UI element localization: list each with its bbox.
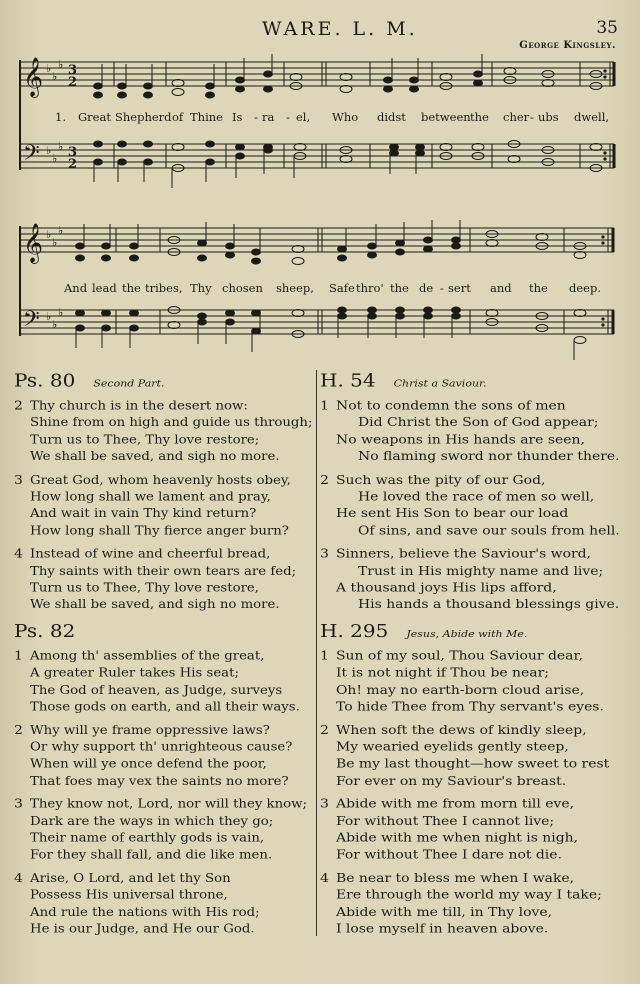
verse-line: No flaming sword nor thunder there.	[358, 449, 620, 464]
bass-clef-icon: 𝄢	[23, 141, 40, 171]
verse	[320, 722, 620, 790]
lyric-syllable: Thy	[190, 281, 212, 295]
hymn-number: Ps. 82	[14, 620, 76, 642]
verse-line: Such was the pity of our God,	[336, 472, 546, 487]
lyric-syllable: ubs	[538, 110, 559, 124]
verse-line: Ere through the world my way I take;	[336, 888, 602, 903]
svg-text:3: 3	[68, 145, 78, 160]
lyric-syllable: Safe	[329, 281, 355, 295]
music-system-1	[0, 50, 640, 210]
verse-line: Sun of my soul, Thou Saviour dear,	[336, 649, 584, 664]
page-header	[0, 16, 640, 42]
lyric-syllable: sheep,	[276, 281, 314, 295]
verse-line: Sinners, believe the Saviour's word,	[336, 546, 591, 561]
lyric-syllable: chosen	[222, 281, 263, 295]
hymn-block	[320, 370, 620, 614]
verse-line: For they shall fall, and die like men.	[30, 848, 273, 863]
verse-line: When will ye once defend the poor,	[30, 757, 267, 772]
hymn-block	[14, 620, 312, 938]
column-divider	[316, 370, 317, 936]
verse-line: Abide with me till, in Thy love,	[336, 905, 553, 920]
verse-line: His hands a thousand blessings give.	[358, 597, 620, 612]
verse-line: And rule the nations with His rod;	[30, 905, 260, 920]
hymn-block	[320, 620, 620, 938]
verse-line: Thy church is in the desert now:	[30, 399, 248, 413]
lyric-syllable: and	[490, 281, 512, 295]
verse-number: 3	[320, 797, 329, 812]
hymn-block	[14, 370, 312, 614]
verse-line: How long shall we lament and pray,	[30, 490, 271, 504]
svg-text:2: 2	[68, 75, 78, 90]
verse-line: He is our Judge, and He our God.	[30, 922, 255, 937]
verse	[14, 648, 312, 716]
lyric-syllable: And	[64, 281, 88, 295]
verse	[320, 648, 620, 716]
verse-line: He sent His Son to bear our load	[336, 506, 569, 521]
svg-text:𝄞: 𝄞	[23, 223, 44, 263]
lyric-syllable: the	[122, 281, 141, 295]
verse-line: Shine from on high and guide us through;	[30, 416, 313, 430]
verse	[320, 472, 620, 540]
svg-text:♭: ♭	[46, 310, 52, 323]
svg-text:♭: ♭	[46, 62, 52, 75]
svg-text:𝄢: 𝄢	[23, 307, 40, 337]
verse	[14, 796, 312, 864]
verse-number: 3	[14, 472, 23, 487]
verse-number: 1	[320, 398, 329, 413]
verse-line: For ever on my Saviour's breast.	[336, 774, 567, 789]
verse-number: 1	[14, 649, 23, 664]
verse-line: Instead of wine and cheerful bread,	[30, 547, 271, 561]
lyric-syllable: the	[470, 110, 489, 124]
verse	[320, 398, 620, 466]
treble-clef-icon: 𝄞	[23, 57, 44, 97]
verse	[14, 722, 312, 790]
right-column	[320, 370, 620, 944]
lyric-syllable: dwell,	[574, 110, 610, 124]
verse-line: Be my last thought—how sweet to rest	[336, 757, 610, 772]
verse-line: He loved the race of men so well,	[358, 489, 595, 504]
verse-line: We shall be saved, and sigh no more.	[30, 598, 280, 612]
lyric-syllable: 1.	[55, 110, 66, 124]
verse-line: The God of heaven, as Judge, surveys	[30, 683, 283, 697]
svg-text:♭: ♭	[46, 228, 52, 241]
verse-line: Turn us to Thee, Thy love restore,	[30, 581, 260, 595]
verse-line: How long shall Thy fierce anger burn?	[30, 524, 289, 538]
hymn-heading	[320, 370, 620, 395]
svg-text:♭: ♭	[58, 140, 64, 153]
lyric-syllable: de	[419, 281, 434, 295]
page-number: 35	[596, 18, 618, 38]
verse-line: Arise, O Lord, and let thy Son	[30, 872, 231, 886]
svg-text:♭: ♭	[58, 224, 64, 237]
verse-number: 1	[320, 649, 329, 664]
verse-line: Thy saints with their own tears are fed;	[30, 564, 297, 578]
verse-line: Those gods on earth, and all their ways.	[30, 700, 300, 714]
verse-line: Oh! may no earth-born cloud arise,	[336, 682, 585, 697]
verse-line: That foes may vex the saints no more?	[30, 774, 289, 789]
verse-line: Great God, whom heavenly hosts obey,	[30, 473, 291, 487]
hymn-number: Ps. 80	[14, 370, 76, 391]
composer-credit: George Kingsley.	[519, 40, 616, 51]
verse-line: Or why support th' unrighteous cause?	[30, 740, 293, 755]
verse-line: Abide with me when night is nigh,	[336, 831, 579, 846]
svg-text:3: 3	[68, 63, 78, 78]
verse-line: Possess His universal throne,	[30, 889, 228, 903]
verse-line: Of sins, and save our souls from hell.	[358, 523, 620, 538]
verse-line: And wait in vain Thy kind return?	[30, 507, 257, 521]
verse-line: Why will ye frame oppressive laws?	[30, 723, 270, 738]
lyric-syllable: of	[172, 110, 184, 124]
svg-text:2: 2	[68, 157, 78, 172]
verse-line: A greater Ruler takes His seat;	[30, 666, 239, 680]
verse-line: Turn us to Thee, Thy love restore;	[30, 433, 260, 447]
verse-line: They know not, Lord, nor will they know;	[30, 797, 307, 812]
verse-line: My wearied eyelids gently steep,	[336, 740, 569, 755]
lyric-syllable: Who	[332, 110, 359, 124]
lyric-syllable: between	[421, 110, 471, 124]
lyric-syllable: ra	[262, 110, 275, 124]
svg-text:♭: ♭	[52, 318, 58, 331]
verse-number: 3	[14, 797, 23, 812]
verse	[14, 870, 312, 938]
hymn-subtitle: Christ a Saviour.	[393, 377, 487, 390]
svg-text:♭: ♭	[58, 58, 64, 71]
verse-line: A thousand joys His lips afford,	[336, 580, 557, 595]
verse-line: Did Christ the Son of God appear;	[358, 415, 599, 430]
lyric-syllable: thro'	[356, 281, 384, 295]
verse-line: No weapons in His hands are seen,	[336, 432, 585, 447]
lyric-syllable: lead	[92, 281, 117, 295]
tune-title: WARE. L. M.	[262, 18, 418, 40]
verse-number: 3	[320, 546, 329, 561]
lyric-syllable: cher	[503, 110, 530, 124]
verse-number: 2	[320, 723, 329, 738]
verse	[320, 796, 620, 864]
lyric-syllable: didst	[377, 110, 406, 124]
verse-number: 4	[14, 546, 23, 561]
verse-line: Trust in His mighty name and live;	[358, 563, 604, 578]
hymn-number: H. 295	[320, 620, 389, 642]
lyric-syllable: the	[390, 281, 409, 295]
verse-line: Dark are the ways in which they go;	[30, 814, 274, 829]
verse-line: Not to condemn the sons of men	[336, 398, 566, 413]
verse-line: To hide Thee from Thy servant's eyes.	[336, 699, 604, 714]
svg-text:♭: ♭	[52, 70, 58, 83]
verse-line: Their name of earthly gods is vain,	[30, 831, 265, 846]
verse-line: Among th' assemblies of the great,	[30, 649, 265, 664]
lyric-syllable: Great	[78, 110, 111, 124]
verse-number: 2	[14, 398, 23, 413]
svg-text:♭: ♭	[46, 144, 52, 157]
lyric-syllable: -	[254, 110, 258, 124]
verse-line: I lose myself in heaven above.	[336, 922, 549, 937]
verse-number: 4	[320, 871, 329, 886]
lyric-syllable: Thine	[190, 110, 223, 124]
lyric-syllable: tribes,	[145, 281, 183, 295]
svg-text:♭: ♭	[58, 306, 64, 319]
svg-text:♭: ♭	[52, 236, 58, 249]
verse-number: 2	[320, 472, 329, 487]
verse-line: It is not night if Thou be near;	[336, 665, 549, 680]
lyric-syllable: -	[530, 110, 534, 124]
verse	[14, 472, 312, 540]
lyric-syllable: the	[529, 281, 548, 295]
hymn-subtitle: Second Part.	[93, 377, 165, 390]
lyric-syllable: Is	[232, 110, 243, 124]
verse-number: 4	[14, 871, 23, 886]
svg-text:♭: ♭	[52, 152, 58, 165]
lyric-syllable: Shepherd	[115, 110, 172, 124]
lyric-syllable: -	[286, 110, 290, 124]
hymn-heading	[320, 620, 620, 645]
lyric-syllable: sert	[448, 281, 471, 295]
hymn-number: H. 54	[320, 370, 376, 391]
lyric-syllable: el,	[296, 110, 311, 124]
verse-number: 2	[14, 723, 23, 738]
verse	[14, 546, 312, 614]
hymn-subtitle: Jesus, Abide with Me.	[406, 628, 528, 640]
verse	[320, 870, 620, 938]
hymn-heading	[14, 620, 312, 645]
verse-line: For without Thee I dare not die.	[336, 848, 562, 863]
verse	[14, 398, 312, 466]
lyric-syllable: -	[440, 281, 444, 295]
verse-line: When soft the dews of kindly sleep,	[336, 723, 587, 738]
verse-line: For without Thee I cannot live;	[336, 814, 555, 829]
verse-line: Be near to bless me when I wake,	[336, 871, 575, 886]
verse-line: Abide with me from morn till eve,	[336, 797, 575, 812]
hymn-heading	[14, 370, 312, 395]
verse	[320, 546, 620, 614]
lyric-syllable: deep.	[569, 281, 601, 295]
left-column	[14, 370, 312, 944]
verse-line: We shall be saved, and sigh no more.	[30, 450, 280, 464]
